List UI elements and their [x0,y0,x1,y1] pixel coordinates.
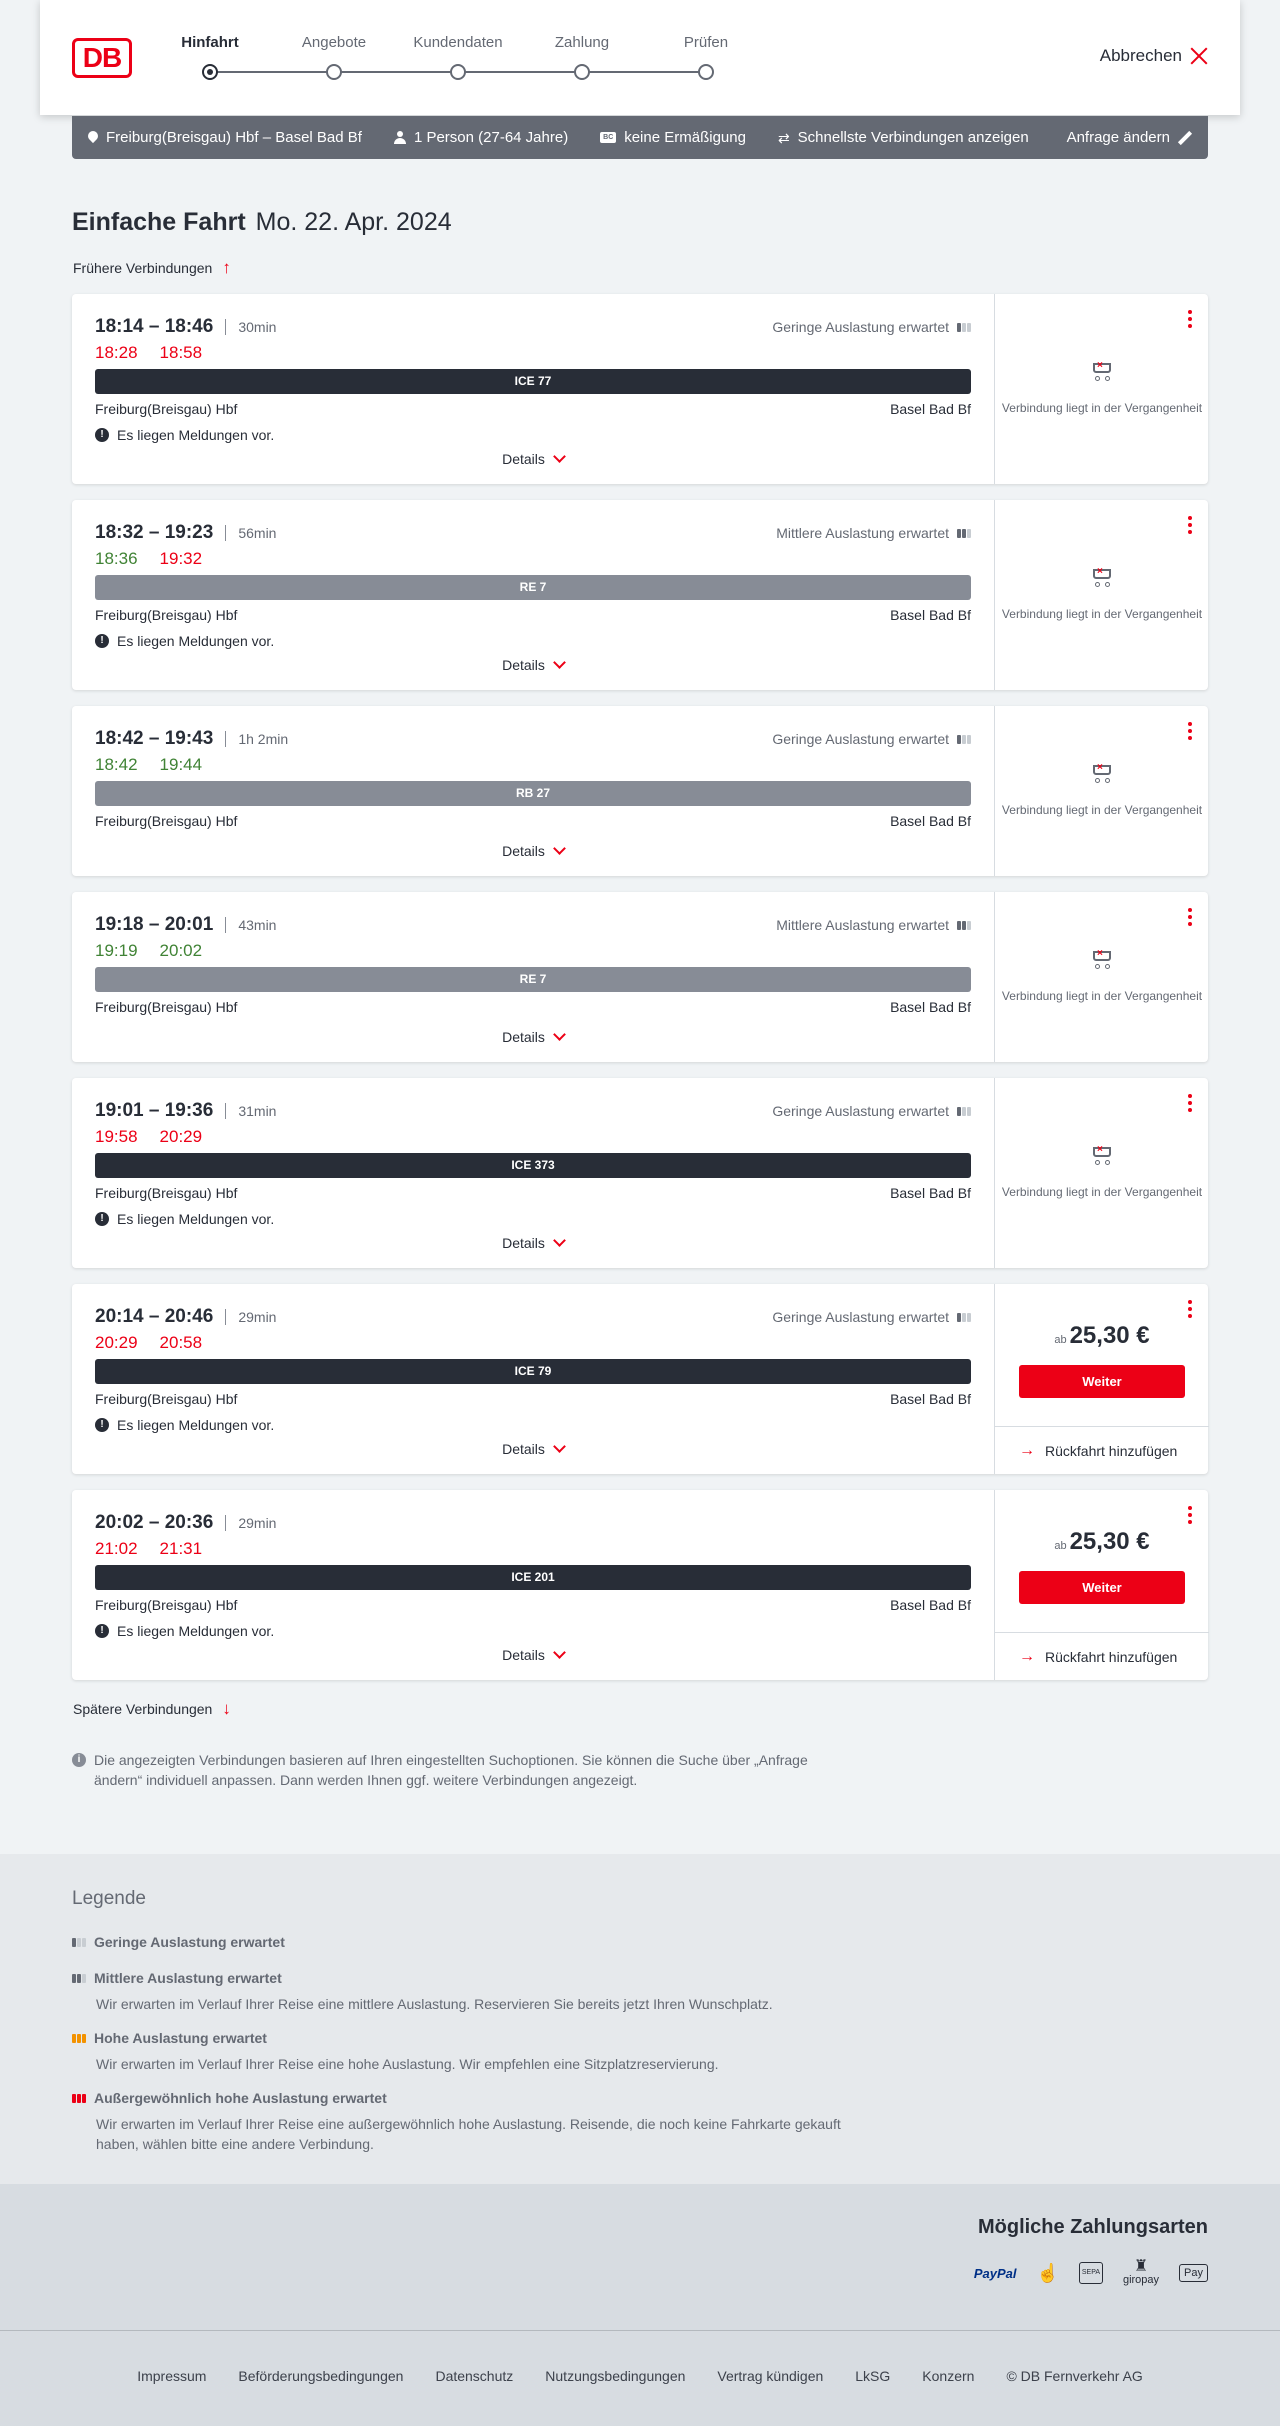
duration: 29min [238,1515,277,1531]
destination-station: Basel Bad Bf [890,813,971,829]
occupancy-indicator [772,319,971,335]
footer-copyright: © DB Fernverkehr AG [1006,2368,1143,2384]
later-connections-link[interactable] [73,1700,231,1717]
train-bar: ICE 373 [95,1153,971,1178]
price-prefix: ab [1054,1540,1067,1552]
legend-item-title: Außergewöhnlich hohe Auslastung erwartet [94,2090,387,2106]
chevron-down-icon [553,842,566,855]
offer-panel [994,1078,1208,1268]
info-icon: i [72,1753,86,1767]
notice-text: Es liegen Meldungen vor. [117,1623,275,1639]
occupancy-indicator [772,1103,971,1119]
occupancy-text: Mittlere Auslastung erwartet [776,917,949,933]
more-options-icon[interactable] [1188,1300,1192,1318]
origin-station: Freiburg(Breisgau) Hbf [95,813,238,829]
occupancy-low-icon [72,1938,86,1947]
origin-station: Freiburg(Breisgau) Hbf [95,401,238,417]
add-return-trip-button[interactable] [995,1426,1209,1474]
destination-station: Basel Bad Bf [890,401,971,417]
step-dot [574,64,590,80]
destination-station: Basel Bad Bf [890,1391,971,1407]
offer-panel [994,1284,1208,1474]
offer-panel [994,706,1208,876]
info-note-text: Die angezeigten Verbindungen basieren auf Ihren eingestellten Suchoptionen. Sie können die Suche über „Anfrage ändern“ individuell anpassen. Dann werden Ihnen ggf. weitere Verbindungen angezeigt. [94,1752,808,1788]
payment-methods [0,2184,1280,2330]
occupancy-indicator [772,1309,971,1325]
notice-text: Es liegen Meldungen vor. [117,427,275,443]
offer-panel [994,1490,1208,1680]
realtime-departure: 19:19 [95,941,138,960]
realtime-arrival: 18:58 [159,343,203,362]
step-zahlung: Zahlung [554,34,610,51]
discount-text: keine Ermäßigung [624,129,746,146]
realtime-departure: 18:28 [95,343,138,362]
return-label: Rückfahrt hinzufügen [1045,1648,1178,1665]
payment-title: Mögliche Zahlungsarten [977,2216,1208,2238]
more-options-icon[interactable] [1188,516,1192,534]
option-text: Schnellste Verbindungen anzeigen [797,129,1029,146]
occupancy-text: Mittlere Auslastung erwartet [776,525,949,541]
price [995,1528,1209,1556]
occupancy-low-icon [957,735,971,744]
step-kundendaten: Kundendaten [413,34,503,51]
realtime-arrival: 19:44 [159,755,203,774]
offer-panel [994,500,1208,690]
planned-times: 18:32 – 19:23 [95,522,214,543]
arrow-up-icon: ↑ [222,258,231,277]
legend-item-title: Mittlere Auslastung erwartet [94,1970,282,1986]
booking-stepper [181,34,770,84]
footer-link-vertrag-kuendigen[interactable]: Vertrag kündigen [717,2368,824,2384]
planned-times: 20:02 – 20:36 [95,1512,214,1533]
chevron-down-icon [553,1440,566,1453]
cart-unavailable-icon: × [1090,1143,1116,1165]
apple-pay-label: Pay [1184,2267,1203,2279]
realtime-departure: 19:58 [95,1127,138,1146]
alert-icon: ! [95,1624,109,1638]
planned-times: 18:14 – 18:46 [95,316,214,337]
legend-item-title: Geringe Auslastung erwartet [94,1934,285,1950]
chevron-down-icon [553,450,566,463]
footer-link-befoerderungsbedingungen[interactable]: Beförderungsbedingungen [238,2368,404,2384]
past-connection-text: Verbindung liegt in der Vergangenheit [1001,607,1203,621]
alert-icon: ! [95,1212,109,1226]
details-toggle[interactable] [72,451,994,467]
details-toggle[interactable] [72,1029,994,1045]
more-options-icon[interactable] [1188,310,1192,328]
destination-station: Basel Bad Bf [890,1597,971,1613]
continue-button[interactable]: Weiter [1019,1571,1185,1604]
occupancy-indicator [776,525,971,541]
train-bar: RE 7 [95,575,971,600]
details-label: Details [502,1441,545,1457]
occupancy-indicator [772,731,971,747]
connection-card [72,892,1208,1062]
details-label: Details [502,1235,545,1251]
legend-item-desc: Wir erwarten im Verlauf Ihrer Reise eine hohe Auslastung. Wir empfehlen eine Sitzplatzreservierung. [96,2056,719,2072]
more-options-icon[interactable] [1188,1094,1192,1112]
train-bar: RE 7 [95,967,971,992]
details-label: Details [502,843,545,859]
passengers-text: 1 Person (27-64 Jahre) [413,129,569,146]
alert-icon: ! [95,1418,109,1432]
footer-link-lksg[interactable]: LkSG [855,2368,891,2384]
occupancy-indicator [776,917,971,933]
summary-option [778,129,1029,146]
chevron-down-icon [553,1028,566,1041]
legend [0,1854,1280,2184]
legend-item-desc: Wir erwarten im Verlauf Ihrer Reise eine außergewöhnlich hohe Auslastung. Reisende, die noch keine Fahrkarte gekauft haben, wählen bitte eine andere Verbindung. [96,2116,841,2152]
duration: 1h 2min [238,731,289,747]
return-label: Rückfahrt hinzufügen [1045,1442,1178,1459]
occupancy-medium-icon [957,529,971,538]
planned-times: 19:01 – 19:36 [95,1100,214,1121]
occupancy-low-icon [957,323,971,332]
route-text: Freiburg(Breisgau) Hbf – Basel Bad Bf [106,129,362,146]
destination-station: Basel Bad Bf [890,1185,971,1201]
past-connection-text: Verbindung liegt in der Vergangenheit [1001,1185,1203,1199]
arrow-right-icon: → [1019,1647,1035,1665]
details-label: Details [502,1647,545,1663]
price-prefix: ab [1054,1334,1067,1346]
legend-title: Legende [72,1888,146,1909]
notice-text: Es liegen Meldungen vor. [117,1417,275,1433]
realtime-arrival: 21:31 [159,1539,203,1558]
step-hinfahrt: Hinfahrt [181,34,239,51]
origin-station: Freiburg(Breisgau) Hbf [95,607,238,623]
duration: 29min [238,1309,277,1325]
legend-item-low [72,1934,852,1950]
apple-pay-icon [1179,2264,1208,2282]
planned-times: 19:18 – 20:01 [95,914,214,935]
chevron-down-icon [553,1646,566,1659]
legend-item-medium [72,1970,852,2014]
train-bar: ICE 201 [95,1565,971,1590]
connection-card [72,294,1208,484]
giropay-label: giropay [1122,2274,1160,2286]
alert-icon: ! [95,634,109,648]
details-toggle[interactable] [72,1441,994,1457]
realtime-arrival: 19:32 [159,549,203,568]
step-dot [450,64,466,80]
occupancy-very-high-icon [72,2094,86,2103]
planned-times: 18:42 – 19:43 [95,728,214,749]
search-info-note [72,1750,852,1790]
legend-item-very-high [72,2090,852,2154]
arrow-right-icon: → [1019,1441,1035,1459]
details-label: Details [502,657,545,673]
swap-arrows-icon: ⇄ [777,129,790,146]
chevron-down-icon [553,656,566,669]
alert-icon: ! [95,428,109,442]
step-dot [698,64,714,80]
offer-panel [994,294,1208,484]
footer-link-nutzungsbedingungen[interactable]: Nutzungsbedingungen [545,2368,686,2384]
later-label: Spätere Verbindungen [73,1700,213,1717]
summary-discount [600,129,746,146]
step-dot [326,64,342,80]
notice-text: Es liegen Meldungen vor. [117,633,275,649]
connection-card [72,1490,1208,1680]
planned-times: 20:14 – 20:46 [95,1306,214,1327]
chevron-down-icon [553,1234,566,1247]
header [40,0,1240,115]
step-angebote: Angebote [301,34,367,51]
cart-unavailable-icon: × [1090,761,1116,783]
details-toggle[interactable] [72,1235,994,1251]
footer-links [0,2368,1280,2384]
paypal-icon: PayPal [973,2265,1017,2281]
cart-unavailable-icon: × [1090,565,1116,587]
notice [95,631,971,651]
details-label: Details [502,1029,545,1045]
realtime-departure: 20:29 [95,1333,138,1352]
occupancy-medium-icon [957,921,971,930]
db-logo[interactable]: DB [72,38,132,78]
occupancy-text: Geringe Auslastung erwartet [772,319,949,335]
past-connection-text: Verbindung liegt in der Vergangenheit [1001,401,1203,415]
occupancy-low-icon [957,1313,971,1322]
edit-request-button[interactable] [1067,129,1192,146]
more-options-icon[interactable] [1188,908,1192,926]
cancel-button[interactable] [1100,46,1208,66]
person-icon [394,131,406,144]
realtime-departure: 21:02 [95,1539,138,1558]
earlier-connections-link[interactable] [73,259,231,276]
notice [95,1415,971,1435]
more-options-icon[interactable] [1188,722,1192,740]
footer-link-datenschutz[interactable]: Datenschutz [435,2368,514,2384]
payment-icons [974,2260,1208,2286]
notice-text: Es liegen Meldungen vor. [117,1211,275,1227]
step-dot-active [202,64,218,80]
duration: 31min [238,1103,277,1119]
arrow-down-icon: ↓ [222,1699,231,1718]
origin-station: Freiburg(Breisgau) Hbf [95,1391,238,1407]
past-connection-text: Verbindung liegt in der Vergangenheit [1001,989,1203,1003]
connection-card [72,500,1208,690]
occupancy-text: Geringe Auslastung erwartet [772,1103,949,1119]
occupancy-text: Geringe Auslastung erwartet [772,731,949,747]
occupancy-high-icon [72,2034,86,2043]
realtime-arrival: 20:29 [159,1127,203,1146]
details-label: Details [502,451,545,467]
continue-button[interactable]: Weiter [1019,1365,1185,1398]
footer [0,2330,1280,2426]
realtime-departure: 18:36 [95,549,138,568]
page-title [72,208,452,237]
train-bar: ICE 79 [95,1359,971,1384]
details-toggle[interactable] [72,657,994,673]
cart-unavailable-icon: × [1090,359,1116,381]
cart-unavailable-icon: × [1090,947,1116,969]
footer-link-impressum[interactable]: Impressum [137,2368,207,2384]
trip-date: Mo. 22. Apr. 2024 [255,208,452,236]
destination-station: Basel Bad Bf [890,999,971,1015]
notice [95,1209,971,1229]
duration: 56min [238,525,277,541]
giropay-icon: ♜ giropay [1122,2258,1160,2286]
past-connection-text: Verbindung liegt in der Vergangenheit [1001,803,1203,817]
origin-station: Freiburg(Breisgau) Hbf [95,999,238,1015]
duration: 43min [238,917,277,933]
realtime-arrival: 20:58 [159,1333,203,1352]
destination-station: Basel Bad Bf [890,607,971,623]
add-return-trip-button[interactable] [995,1632,1209,1680]
connection-card [72,1284,1208,1474]
pencil-icon [1178,131,1192,145]
legend-item-title: Hohe Auslastung erwartet [94,2030,267,2046]
details-toggle[interactable] [72,1647,994,1663]
train-bar: ICE 77 [95,369,971,394]
realtime-arrival: 20:02 [159,941,203,960]
occupancy-text: Geringe Auslastung erwartet [772,1309,949,1325]
train-bar: RB 27 [95,781,971,806]
location-pin-icon [88,131,98,144]
details-toggle[interactable] [72,843,994,859]
hand-card-icon: ☝ [1036,2262,1059,2283]
price-value: 25,30 € [1069,1322,1150,1349]
trip-type: Einfache Fahrt [72,208,246,236]
search-summary-bar [72,116,1208,159]
step-pruefen: Prüfen [683,34,729,51]
price-value: 25,30 € [1069,1528,1150,1555]
origin-station: Freiburg(Breisgau) Hbf [95,1185,238,1201]
bahncard-icon: BC [600,132,616,143]
duration: 30min [238,319,277,335]
origin-station: Freiburg(Breisgau) Hbf [95,1597,238,1613]
cancel-label: Abbrechen [1099,46,1182,65]
connection-card [72,1078,1208,1268]
more-options-icon[interactable] [1188,1506,1192,1524]
occupancy-low-icon [957,1107,971,1116]
offer-panel [994,892,1208,1062]
connection-card [72,706,1208,876]
price [995,1322,1209,1350]
summary-route [88,129,362,146]
sepa-icon: SEPA [1079,2262,1103,2284]
earlier-label: Frühere Verbindungen [73,259,213,276]
occupancy-medium-icon [72,1974,86,1983]
notice [95,425,971,445]
close-icon [1190,47,1208,65]
legend-item-desc: Wir erwarten im Verlauf Ihrer Reise eine mittlere Auslastung. Reservieren Sie bereits jetzt Ihren Wunschplatz. [96,1996,773,2012]
edit-request-label: Anfrage ändern [1066,129,1170,146]
realtime-departure: 18:42 [95,755,138,774]
legend-item-high [72,2030,852,2074]
notice [95,1621,971,1641]
summary-passengers [394,129,568,146]
footer-link-konzern[interactable]: Konzern [922,2368,975,2384]
